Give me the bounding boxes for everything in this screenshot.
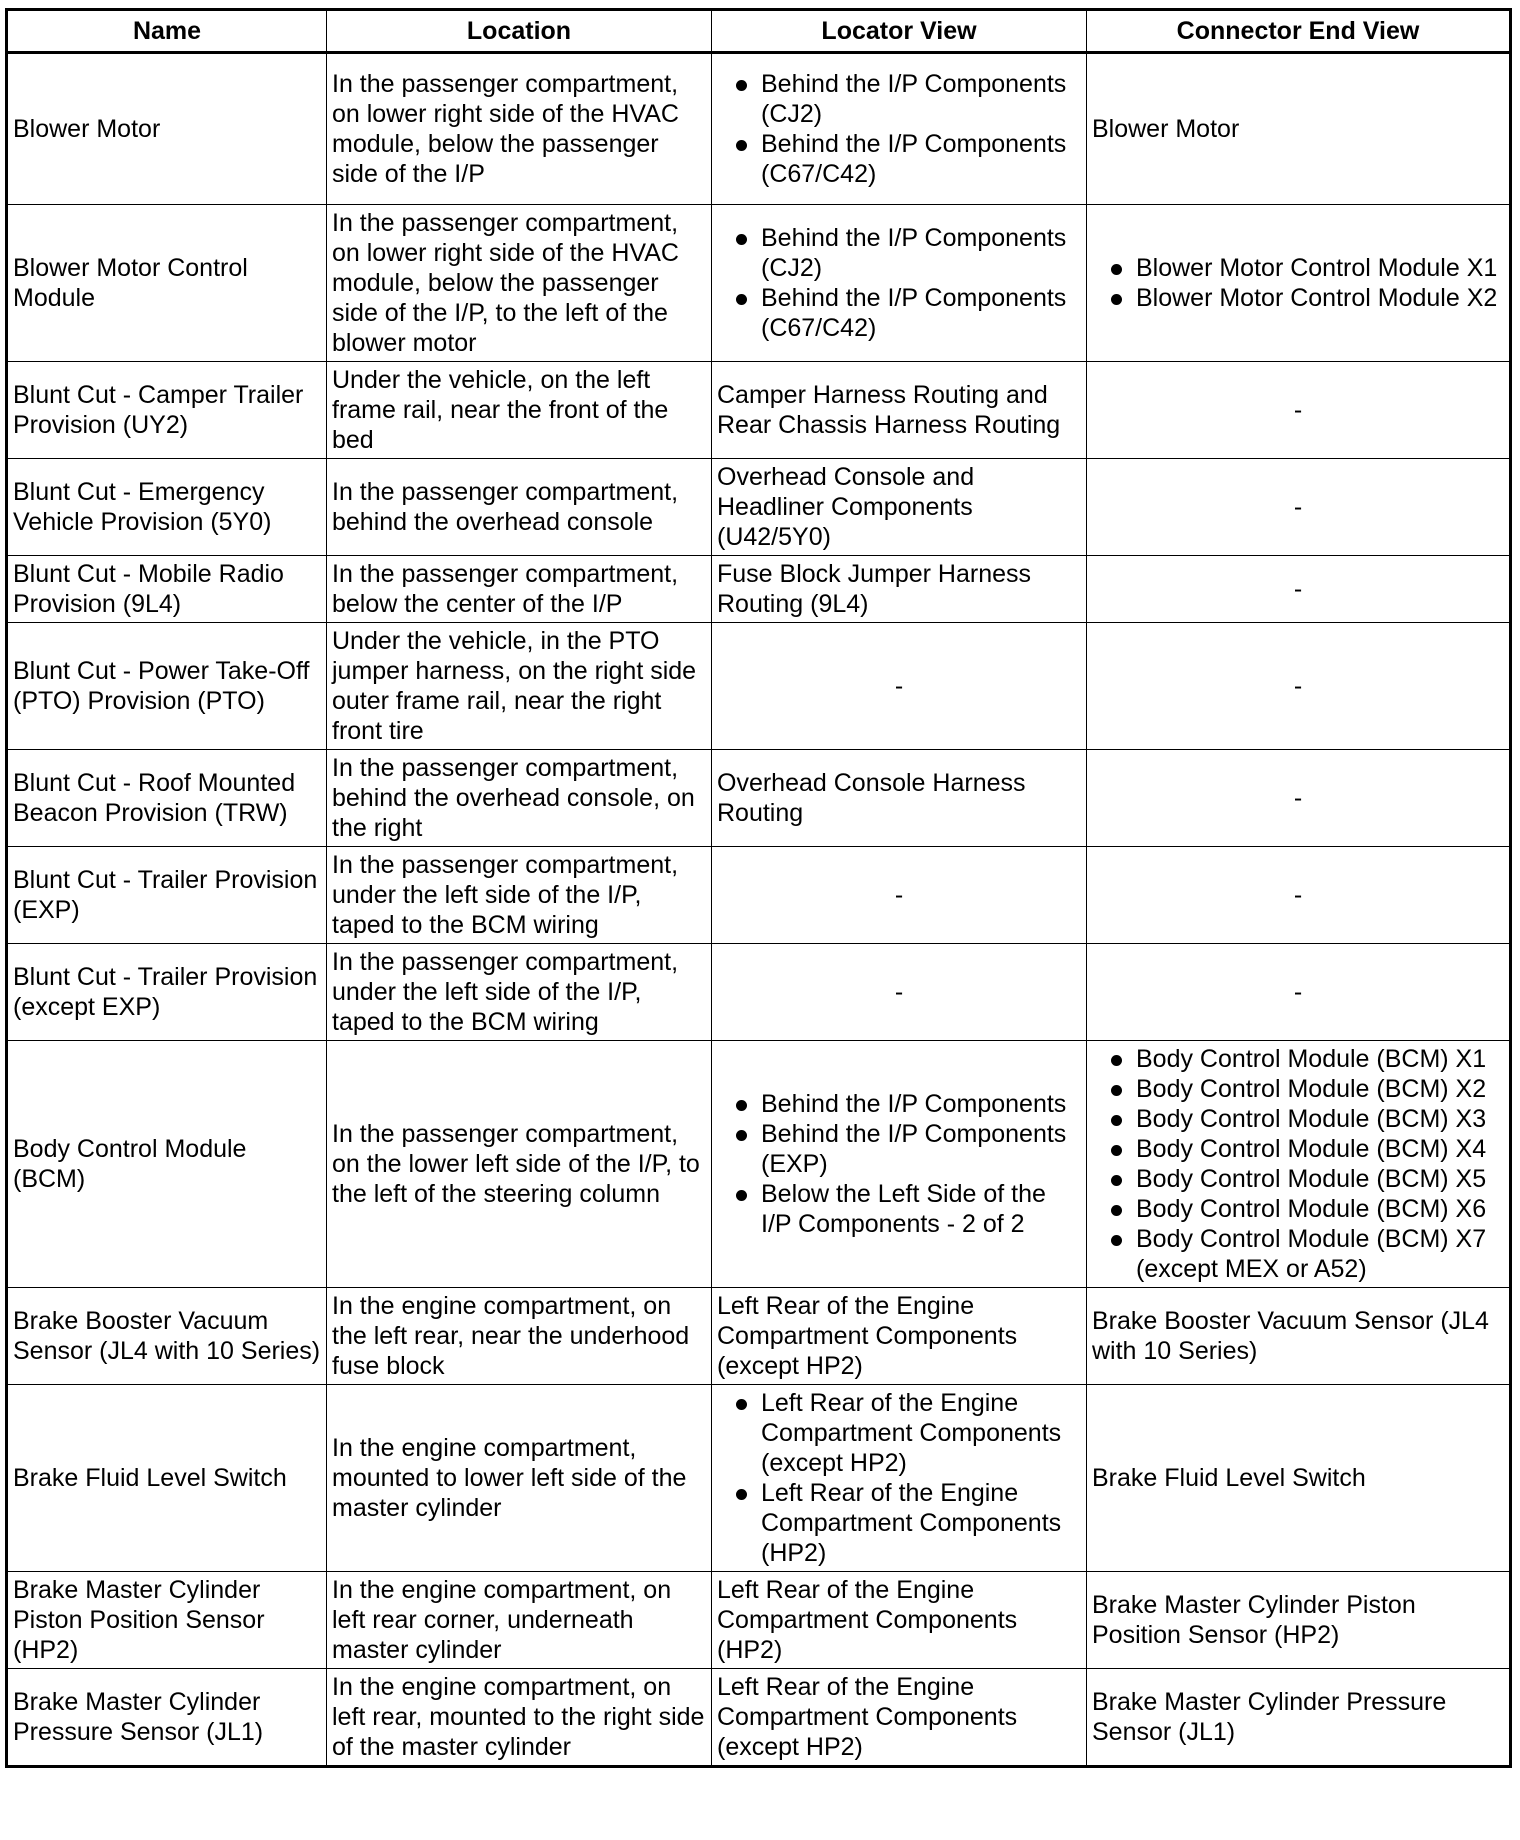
cell-connector-end-view: -: [1087, 362, 1511, 459]
table-row: [7, 1288, 1511, 1385]
bullet-item: Behind the I/P Components (C67/C42): [717, 283, 1081, 343]
cell-location: In the passenger compartment, behind the overhead console: [327, 459, 712, 556]
table-row: [7, 623, 1511, 750]
cell-locator-view: Camper Harness Routing and Rear Chassis Harness Routing: [712, 362, 1087, 459]
cell-location: In the passenger compartment, on lower right side of the HVAC module, below the passenger side of the I/P: [327, 53, 712, 205]
table-row: [7, 750, 1511, 847]
cell-locator-view: Left Rear of the Engine Compartment Components (except HP2): [712, 1669, 1087, 1767]
cell-locator-view: -: [712, 847, 1087, 944]
bullet-item: Left Rear of the Engine Compartment Components (HP2): [717, 1478, 1081, 1568]
header-name: Name: [7, 10, 327, 53]
cell-location: In the passenger compartment, on the lower left side of the I/P, to the left of the steering column: [327, 1041, 712, 1288]
cell-location: In the passenger compartment, under the left side of the I/P, taped to the BCM wiring: [327, 847, 712, 944]
bullet-item: Behind the I/P Components (CJ2): [717, 69, 1081, 129]
cell-connector-end-view: Brake Booster Vacuum Sensor (JL4 with 10 Series): [1087, 1288, 1511, 1385]
table-row: [7, 1041, 1511, 1288]
cell-locator-view: -: [712, 623, 1087, 750]
cell-location: In the engine compartment, on left rear corner, underneath master cylinder: [327, 1572, 712, 1669]
bullet-list: [1092, 253, 1504, 313]
table-row: [7, 556, 1511, 623]
bullet-item: Behind the I/P Components: [717, 1089, 1081, 1119]
cell-name: Brake Fluid Level Switch: [7, 1385, 327, 1572]
cell-connector-end-view: -: [1087, 944, 1511, 1041]
cell-connector-end-view: -: [1087, 556, 1511, 623]
cell-location: In the engine compartment, on left rear, mounted to the right side of the master cylinder: [327, 1669, 712, 1767]
cell-connector-end-view: [1087, 205, 1511, 362]
table-row: [7, 53, 1511, 205]
cell-name: Blunt Cut - Camper Trailer Provision (UY2): [7, 362, 327, 459]
bullet-list: [717, 69, 1081, 189]
bullet-item: Body Control Module (BCM) X1: [1092, 1044, 1504, 1074]
cell-name: Blunt Cut - Trailer Provision (EXP): [7, 847, 327, 944]
bullet-item: Behind the I/P Components (CJ2): [717, 223, 1081, 283]
cell-connector-end-view: Blower Motor: [1087, 53, 1511, 205]
bullet-item: Left Rear of the Engine Compartment Components (except HP2): [717, 1388, 1081, 1478]
cell-location: In the engine compartment, mounted to lower left side of the master cylinder: [327, 1385, 712, 1572]
cell-connector-end-view: Brake Master Cylinder Piston Position Sensor (HP2): [1087, 1572, 1511, 1669]
table-row: [7, 847, 1511, 944]
bullet-item: Body Control Module (BCM) X5: [1092, 1164, 1504, 1194]
header-connector-end-view: Connector End View: [1087, 10, 1511, 53]
cell-locator-view: [712, 205, 1087, 362]
cell-name: Blower Motor Control Module: [7, 205, 327, 362]
bullet-item: Body Control Module (BCM) X7 (except MEX or A52): [1092, 1224, 1504, 1284]
header-row: [7, 10, 1511, 53]
cell-location: In the passenger compartment, behind the overhead console, on the right: [327, 750, 712, 847]
cell-locator-view: [712, 1385, 1087, 1572]
cell-connector-end-view: [1087, 1041, 1511, 1288]
cell-name: Brake Master Cylinder Piston Position Sensor (HP2): [7, 1572, 327, 1669]
cell-locator-view: -: [712, 944, 1087, 1041]
cell-location: Under the vehicle, on the left frame rail, near the front of the bed: [327, 362, 712, 459]
table-body: [7, 53, 1511, 1767]
cell-name: Blower Motor: [7, 53, 327, 205]
cell-name: Body Control Module (BCM): [7, 1041, 327, 1288]
bullet-item: Behind the I/P Components (EXP): [717, 1119, 1081, 1179]
cell-connector-end-view: -: [1087, 459, 1511, 556]
cell-locator-view: Left Rear of the Engine Compartment Components (HP2): [712, 1572, 1087, 1669]
cell-location: In the engine compartment, on the left rear, near the underhood fuse block: [327, 1288, 712, 1385]
bullet-item: Below the Left Side of the I/P Components - 2 of 2: [717, 1179, 1081, 1239]
table-row: [7, 362, 1511, 459]
cell-name: Blunt Cut - Emergency Vehicle Provision (5Y0): [7, 459, 327, 556]
bullet-item: Body Control Module (BCM) X2: [1092, 1074, 1504, 1104]
table-header: [7, 10, 1511, 53]
bullet-list: [717, 223, 1081, 343]
cell-locator-view: Left Rear of the Engine Compartment Components (except HP2): [712, 1288, 1087, 1385]
header-location: Location: [327, 10, 712, 53]
component-locator-table: [5, 8, 1512, 1768]
table-row: [7, 944, 1511, 1041]
cell-name: Blunt Cut - Roof Mounted Beacon Provision (TRW): [7, 750, 327, 847]
bullet-item: Body Control Module (BCM) X6: [1092, 1194, 1504, 1224]
bullet-item: Blower Motor Control Module X2: [1092, 283, 1504, 313]
table-row: [7, 205, 1511, 362]
cell-connector-end-view: -: [1087, 623, 1511, 750]
cell-name: Blunt Cut - Mobile Radio Provision (9L4): [7, 556, 327, 623]
table-row: [7, 1669, 1511, 1767]
cell-name: Blunt Cut - Power Take-Off (PTO) Provision (PTO): [7, 623, 327, 750]
bullet-item: Behind the I/P Components (C67/C42): [717, 129, 1081, 189]
cell-location: In the passenger compartment, on lower right side of the HVAC module, below the passenger side of the I/P, to the left of the blower motor: [327, 205, 712, 362]
cell-connector-end-view: Brake Fluid Level Switch: [1087, 1385, 1511, 1572]
bullet-item: Body Control Module (BCM) X4: [1092, 1134, 1504, 1164]
cell-location: Under the vehicle, in the PTO jumper harness, on the right side outer frame rail, near the right front tire: [327, 623, 712, 750]
bullet-item: Body Control Module (BCM) X3: [1092, 1104, 1504, 1134]
table-row: [7, 1572, 1511, 1669]
table-row: [7, 1385, 1511, 1572]
cell-locator-view: Overhead Console Harness Routing: [712, 750, 1087, 847]
bullet-list: [1092, 1044, 1504, 1284]
cell-name: Blunt Cut - Trailer Provision (except EXP): [7, 944, 327, 1041]
cell-location: In the passenger compartment, below the center of the I/P: [327, 556, 712, 623]
cell-locator-view: Fuse Block Jumper Harness Routing (9L4): [712, 556, 1087, 623]
cell-connector-end-view: Brake Master Cylinder Pressure Sensor (JL1): [1087, 1669, 1511, 1767]
bullet-list: [717, 1089, 1081, 1239]
cell-location: In the passenger compartment, under the left side of the I/P, taped to the BCM wiring: [327, 944, 712, 1041]
cell-locator-view: Overhead Console and Headliner Components (U42/5Y0): [712, 459, 1087, 556]
bullet-item: Blower Motor Control Module X1: [1092, 253, 1504, 283]
cell-name: Brake Master Cylinder Pressure Sensor (JL1): [7, 1669, 327, 1767]
cell-name: Brake Booster Vacuum Sensor (JL4 with 10 Series): [7, 1288, 327, 1385]
cell-locator-view: [712, 53, 1087, 205]
cell-locator-view: [712, 1041, 1087, 1288]
cell-connector-end-view: -: [1087, 847, 1511, 944]
bullet-list: [717, 1388, 1081, 1568]
header-locator-view: Locator View: [712, 10, 1087, 53]
cell-connector-end-view: -: [1087, 750, 1511, 847]
table-row: [7, 459, 1511, 556]
